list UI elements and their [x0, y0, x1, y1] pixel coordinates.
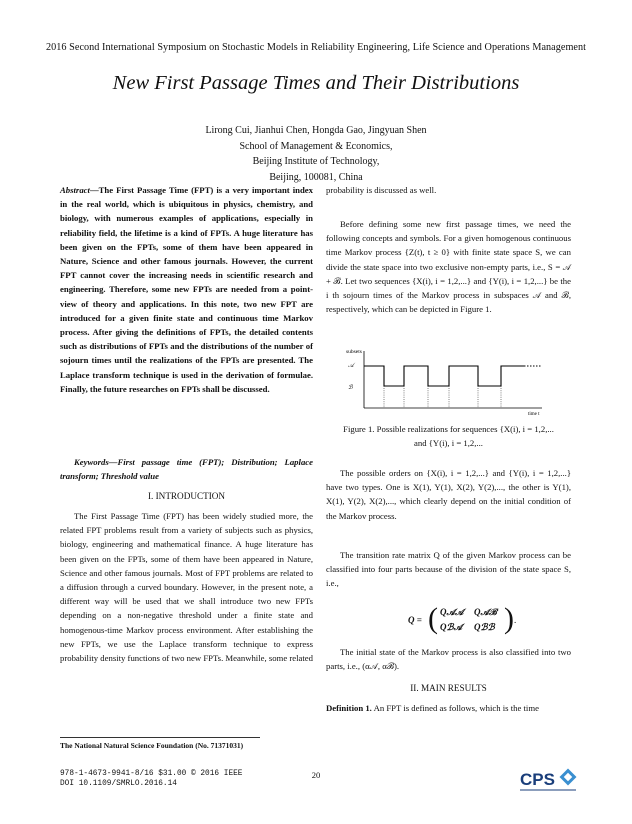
matrix-period: . — [514, 615, 517, 625]
cps-logo-text: CPS — [520, 770, 555, 789]
conference-header: 2016 Second International Symposium on Stochastic Models in Reliability Engineering, Life Science and Operations Management — [45, 42, 587, 53]
figure-1-caption — [326, 422, 571, 450]
keywords — [60, 455, 313, 483]
isbn-block — [60, 769, 242, 789]
figure-caption-line-1: Figure 1. Possible realizations for sequences {X(i), i = 1,2,... — [343, 424, 554, 434]
abstract — [60, 183, 313, 396]
isbn-line: 978-1-4673-9941-8/16 $31.00 © 2016 IEEE — [60, 770, 243, 778]
funding-footnote: The National Natural Science Foundation (No. 71371031) — [60, 741, 244, 750]
definitions-paragraph — [326, 217, 571, 316]
figure-level-a: 𝒜 — [348, 363, 354, 369]
continued-sentence: probability is discussed as well. — [326, 185, 437, 195]
matrix-left-paren: ( — [428, 602, 438, 635]
continued-text — [326, 183, 571, 197]
figure-y-label: subsets — [346, 349, 362, 355]
matrix-lhs: Q = — [408, 615, 422, 625]
definition-1 — [326, 701, 571, 715]
affiliation-line-3: Beijing, 100081, China — [269, 171, 363, 183]
figure-caption-line-2: and {Y(i), i = 1,2,... — [414, 438, 483, 449]
matrix-q12: Q𝒜ℬ — [474, 607, 497, 617]
section-heading-introduction: I. INTRODUCTION — [147, 491, 226, 501]
definition-label: Definition 1. — [326, 703, 372, 713]
orders-text: The possible orders on {X(i), i = 1,2,...} and {Y(i), i = 1,2,...} have two types. One is X(1), Y(1), X(2), Y(2),..., the other is Y(1), X(1), Y(2), X(2),..., which clearly depend on the initial condition of the Markov process. — [326, 468, 571, 521]
definition-text: An FPT is defined as follows, which is the time — [373, 703, 539, 713]
orders-paragraph — [326, 466, 571, 523]
page-number: 20 — [311, 770, 321, 780]
introduction-paragraph — [60, 509, 313, 665]
figure-x-label: time t — [528, 412, 540, 416]
keywords-text: —First passage time (FPT); Distribution; Laplace transform; Threshold value — [60, 457, 313, 482]
figure-1-sojourn-diagram — [346, 346, 551, 416]
footnote-rule — [60, 737, 260, 738]
author-block — [0, 123, 632, 185]
authors: Lirong Cui, Jianhui Chen, Hongda Gao, Jingyuan Shen — [205, 125, 427, 136]
keywords-label: Keywords — [74, 457, 109, 467]
intro-text: The First Passage Time (FPT) has been widely studied more, the related FPT problems result from a variety of subjects such as physics, biology, engineering and mathematical finance. A huge literature has been given on the FPTs, some of them have been appeared in Nature, Science and other famous journals. Most of FPT problems are related to a diffusion through a curved boundary. However, in the present note, a different way will be used that we shall introduce two new FPTs depending on a non-negative threshold under a finite state and homogenous-time Markov process environment. After establishing the new FPTs, we use the Laplace transform technique to express probability density functions of two new FPTs. Meanwhile, some related — [60, 511, 313, 664]
initial-state-text: The initial state of the Markov process is also classified into two parts, i.e., (α𝒜, αℬ). — [326, 647, 571, 672]
matrix-q22: Qℬℬ — [474, 622, 495, 632]
matrix-q21: Qℬ𝒜 — [440, 622, 463, 632]
matrix-right-paren: ) — [504, 602, 514, 635]
transition-matrix-equation — [408, 602, 528, 636]
figure-realization-path — [364, 366, 524, 386]
initial-state-paragraph — [326, 645, 571, 673]
transition-matrix-text: The transition rate matrix Q of the given Markov process can be classified into four parts because of the division of the state space S, i.e., — [326, 550, 571, 589]
abstract-label: Abstract — [60, 185, 90, 195]
paper-title: New First Passage Times and Their Distributions — [112, 72, 520, 94]
section-heading-main-results: II. MAIN RESULTS — [410, 683, 487, 693]
definitions-text: Before defining some new first passage times, we need the following concepts and symbols. For a given homogenous continuous time Markov process {Z(t), t ≥ 0} with finite state space S, we can divide the state space into two exclusive non-empty parts, i.e., S = 𝒜 + ℬ. Let two sequences {X(i), i = 1,2,...} and {Y(i), i = 1,2,...} be the i th sojourn times of the Markov process in subspaces 𝒜 and ℬ, respectively, which can be depicted in Figure 1. — [326, 219, 571, 315]
matrix-q11: Q𝒜𝒜 — [440, 607, 464, 617]
figure-level-b: ℬ — [348, 385, 353, 391]
cps-publisher-logo — [520, 765, 580, 793]
affiliation-line-2: Beijing Institute of Technology, — [252, 156, 380, 167]
transition-matrix-paragraph — [326, 548, 571, 591]
abstract-text: —The First Passage Time (FPT) is a very important index in the real world, which is ubiquitous in physics, chemistry, and biology, with numerous examples of applications, especially in reliability field, the lifetime is a kind of FPTs. A huge literature has been given on the FPTs, some of them have been appeared in Nature, Science and other famous journals. However, the current FPT cannot cover the increasing needs in scientific research and engineering. Therefore, some new FPTs are needed from a point-view of theory and applications. In this note, two new FPT are introduced for a given finite state and continuous time Markov process. After giving the definitions of FPTs, the detailed contents such as distributions of FPTs and the distributions of the number of sojourn times until the realizations of the FPTs are presented. The Laplace transform technique is used in the derivation of formulae. Finally, the future researches on FPTs shall be discussed. — [60, 185, 313, 394]
figure-guides — [384, 366, 501, 408]
doi-line: DOI 10.1109/SMRLO.2016.14 — [60, 780, 177, 788]
affiliation-line-1: School of Management & Economics, — [239, 140, 393, 152]
